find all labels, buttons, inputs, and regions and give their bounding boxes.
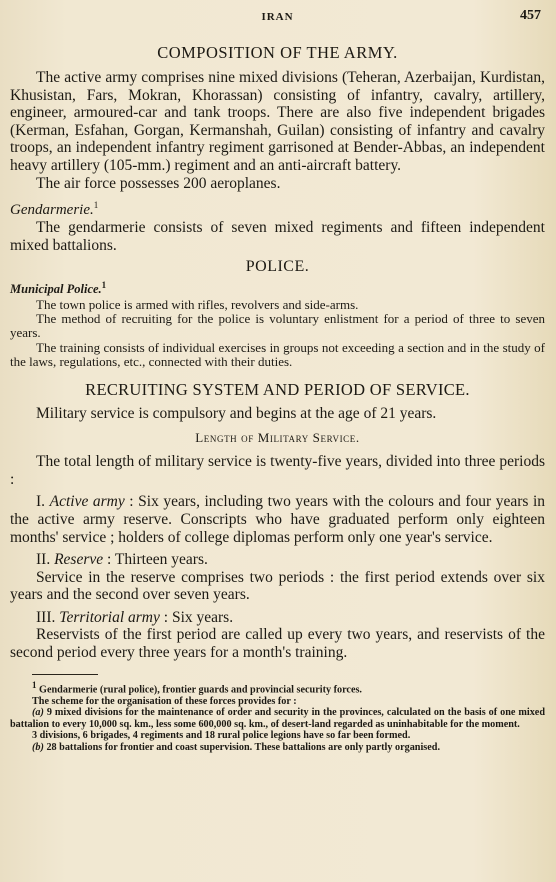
reserve-detail-paragraph: Service in the reserve comprises two periods : the first period extends over six years and the second over seven years. <box>10 568 545 604</box>
footnote-1-text: Gendarmerie (rural police), frontier guards and provincial security forces. <box>39 684 362 696</box>
footnote-marker: 1 <box>93 200 99 211</box>
territorial-detail-paragraph: Reservists of the first period are called up every two years, and reservists of the second period every three years for a month's training. <box>10 626 545 662</box>
running-header <box>10 0 545 28</box>
footnote-item-a <box>10 707 545 730</box>
footnotes <box>10 680 545 754</box>
page-number: 457 <box>520 8 541 23</box>
footnote-item-b <box>10 742 545 754</box>
footnote-marker: 1 <box>32 679 37 690</box>
section-title-composition: COMPOSITION OF THE ARMY. <box>157 43 398 62</box>
footnote-scheme: The scheme for the organisation of these forces provides for : <box>32 695 297 707</box>
period-text: : Thirteen years. <box>103 551 208 569</box>
item-label: (a) <box>32 707 44 719</box>
section-title-police: POLICE. <box>245 258 310 276</box>
footnote-item-a-formed: 3 divisions, 6 brigades, 4 regiments and 18 rural police legions have so far been formed. <box>32 730 411 742</box>
length-intro-paragraph: The total length of military service is twenty-five years, divided into three periods : <box>10 453 545 488</box>
period-reserve <box>10 551 545 569</box>
period-name: Reserve <box>54 551 104 569</box>
item-text: 28 battalions for frontier and coast supervision. These battalions are only partly organised. <box>46 742 441 754</box>
recruiting-paragraph: Military service is compulsory and begins at the age of 21 years. <box>36 404 437 422</box>
item-label: (b) <box>32 742 44 754</box>
municipal-police-heading-text: Municipal Police. <box>10 282 102 297</box>
police-paragraph: The town police is armed with rifles, revolvers and side-arms. <box>36 296 359 312</box>
gendarmerie-paragraph: The gendarmerie consists of seven mixed regiments and fifteen independent mixed battalions. <box>10 219 545 254</box>
period-numeral: II. <box>36 551 51 569</box>
running-title: IRAN <box>261 11 294 23</box>
period-name: Territorial army <box>59 608 160 626</box>
period-text: : Six years, including two years with the colours and four years in the active army reserve. Conscripts who have graduated perform only eighteen months' service ; holders of college diplomas perform only one year's service. <box>10 493 546 546</box>
period-numeral: I. <box>36 493 46 511</box>
gendarmerie-heading-text: Gendarmerie. <box>10 202 94 219</box>
composition-paragraph: The active army comprises nine mixed divisions (Teheran, Azerbaijan, Kurdistan, Khusistan, Fars, Mokran, Khorassan) consisting of infantry, cavalry, artillery, engineer, armoured-car and tank troops. There are also five independent brigades (Kerman, Esfahan, Gorgan, Kermanshah, Guilan) consisting of infantry and cavalry troops, an independent infantry regiment garrisoned at Bender-Abbas, an independent heavy artillery (105-mm.) regiment and an anti-aircraft battery. <box>10 69 545 174</box>
gendarmerie-heading <box>10 200 545 219</box>
police-paragraph: The method of recruiting for the police is voluntary enlistment for a period of three to seven years. <box>10 310 545 341</box>
footnote-marker: 1 <box>101 280 107 291</box>
period-text: : Six years. <box>159 608 234 626</box>
footnote-1 <box>10 680 545 696</box>
period-active-army <box>10 493 545 546</box>
period-name: Active army <box>49 493 125 511</box>
section-title-recruiting: RECRUITING SYSTEM AND PERIOD OF SERVICE. <box>85 379 470 399</box>
footnote-rule <box>32 674 98 675</box>
police-paragraph: The training consists of individual exercises in groups not exceeding a section and in the study of the laws, regulations, etc., connected with their duties. <box>10 339 545 370</box>
item-text: 9 mixed divisions for the maintenance of order and security in the provinces, calculated on the basis of one mixed battalion to every 10,000 sq. km., less some 600,000 sq. km., of desert-land regarded as uninhabitable for the moment. <box>10 707 545 730</box>
period-numeral: III. <box>36 608 56 626</box>
subsection-title-length: Length of Military Service. <box>195 430 360 446</box>
period-territorial-army <box>10 609 545 627</box>
air-force-paragraph: The air force possesses 200 aeroplanes. <box>36 174 281 192</box>
municipal-police-heading <box>10 280 545 297</box>
